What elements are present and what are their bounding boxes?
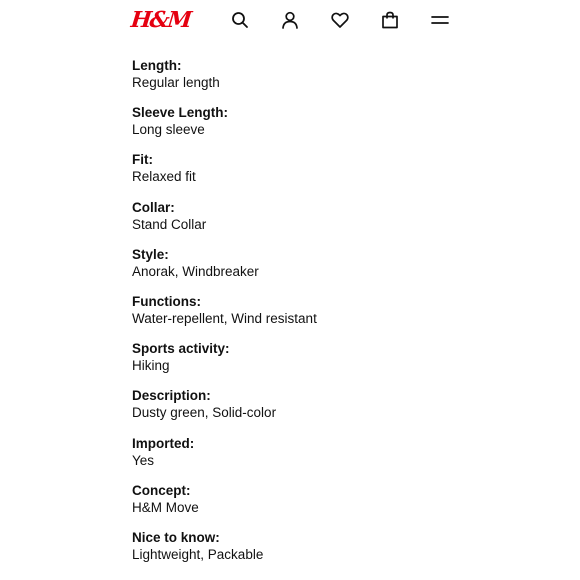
heart-icon[interactable]	[330, 10, 350, 30]
detail-value: Long sleeve	[132, 122, 205, 138]
detail-value: Relaxed fit	[132, 169, 196, 185]
detail-value: Water-repellent, Wind resistant	[132, 310, 317, 326]
detail-value: Anorak, Windbreaker	[132, 263, 259, 279]
detail-fit	[132, 151, 532, 198]
detail-value: Hiking	[132, 358, 170, 374]
detail-label: Collar:	[132, 199, 175, 215]
detail-nice-to-know	[132, 529, 532, 576]
detail-collar	[132, 199, 532, 246]
detail-value: Regular length	[132, 75, 220, 90]
detail-label: Imported:	[132, 435, 195, 451]
product-details-list	[132, 57, 532, 576]
detail-label: Sleeve Length:	[132, 105, 229, 121]
shopping-bag-icon[interactable]	[380, 10, 400, 30]
detail-label: Length:	[132, 58, 182, 73]
search-icon[interactable]	[230, 10, 250, 30]
detail-functions	[132, 293, 532, 340]
menu-icon[interactable]	[430, 10, 450, 30]
detail-label: Concept:	[132, 482, 191, 498]
detail-label: Fit:	[132, 152, 153, 168]
detail-value: Lightweight, Packable	[132, 546, 264, 562]
detail-label: Description:	[132, 388, 211, 404]
detail-length	[132, 57, 532, 104]
detail-label: Sports activity:	[132, 341, 230, 357]
detail-value: H&M Move	[132, 499, 199, 515]
detail-value: Stand Collar	[132, 216, 207, 232]
top-nav-bar	[0, 0, 580, 42]
detail-label: Nice to know:	[132, 529, 220, 545]
brand-logo[interactable]: H&M	[129, 7, 192, 33]
detail-value: Yes	[132, 452, 155, 468]
detail-sports-activity	[132, 340, 532, 387]
detail-imported	[132, 435, 532, 482]
detail-style	[132, 246, 532, 293]
detail-description	[132, 387, 532, 434]
account-icon[interactable]	[280, 10, 300, 30]
detail-concept	[132, 482, 532, 529]
detail-label: Style:	[132, 246, 169, 262]
detail-value: Dusty green, Solid-color	[132, 405, 277, 421]
detail-sleeve-length	[132, 104, 532, 151]
detail-label: Functions:	[132, 293, 201, 309]
